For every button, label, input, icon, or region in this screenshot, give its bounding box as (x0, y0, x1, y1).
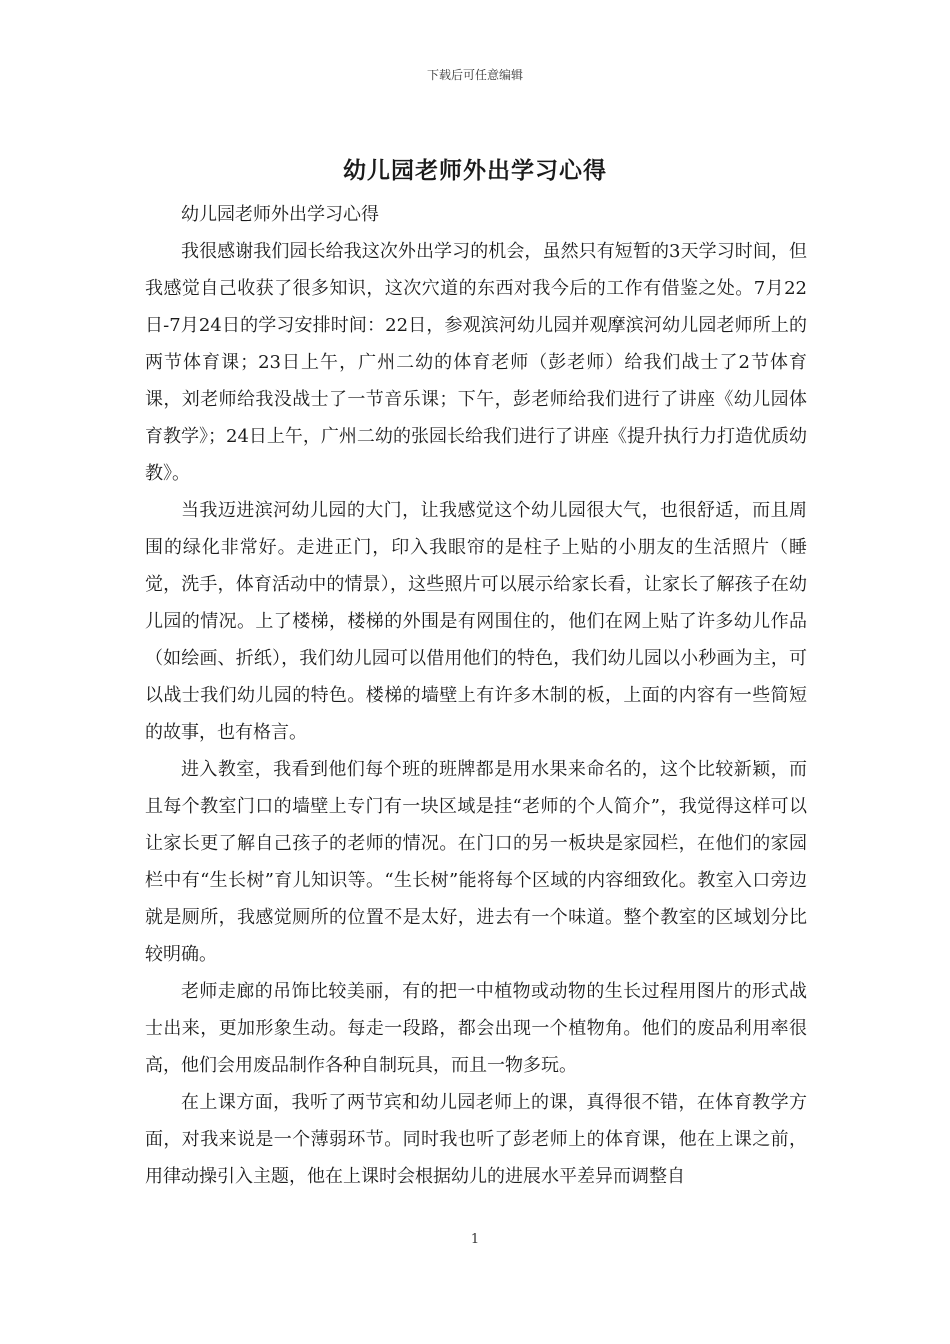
paragraph: 进入教室，我看到他们每个班的班牌都是用水果来命名的，这个比较新颖，而且每个教室门口的墙壁上专门有一块区域是挂“老师的个人简介”，我觉得这样可以让家长更了解自己孩子的老师的情况。在门口的另一板块是家园栏，在他们的家园栏中有“生长树”育儿知识等。“生长树”能将每个区域的内容细致化。教室入口旁边就是厕所，我感觉厕所的位置不是太好，进去有一个味道。整个教室的区域划分比较明确。 (145, 759, 807, 965)
document-body (145, 196, 807, 1195)
document-title: 幼儿园老师外出学习心得 (343, 157, 607, 184)
paragraph: 当我迈进滨河幼儿园的大门，让我感觉这个幼儿园很大气，也很舒适，而且周围的绿化非常好。走进正门，印入我眼帘的是柱子上贴的小朋友的生活照片（睡觉，洗手，体育活动中的情景），这些照片可以展示给家长看，让家长了解孩子在幼儿园的情况。上了楼梯，楼梯的外围是有网围住的，他们在网上贴了许多幼儿作品（如绘画、折纸），我们幼儿园可以借用他们的特色，我们幼儿园以小秒画为主，可以战士我们幼儿园的特色。楼梯的墙壁上有许多木制的板，上面的内容有一些简短的故事，也有格言。 (145, 500, 807, 743)
paragraph: 在上课方面，我听了两节宾和幼儿园老师上的课，真得很不错，在体育教学方面，对我来说是一个薄弱环节。同时我也听了彭老师上的体育课，他在上课之前，用律动操引入主题，他在上课时会根据幼儿的进展水平差异而调整自 (145, 1092, 807, 1187)
paragraph-subtitle: 幼儿园老师外出学习心得 (181, 204, 379, 225)
page-header: 下载后可任意编辑 (426, 68, 523, 82)
paragraph: 老师走廊的吊饰比较美丽，有的把一中植物或动物的生长过程用图片的形式战士出来，更加形象生动。每走一段路，都会出现一个植物角。他们的废品利用率很高，他们会用废品制作各种自制玩具，而且一物多玩。 (145, 981, 807, 1076)
paragraph: 我很感谢我们园长给我这次外出学习的机会，虽然只有短暂的3天学习时间，但我感觉自己收获了很多知识，这次穴道的东西对我今后的工作有借鉴之处。7月22日-7月24日的学习安排时间：22日，参观滨河幼儿园并观摩滨河幼儿园老师所上的两节体育课；23日上午，广州二幼的体育老师（彭老师）给我们战士了2节体育课，刘老师给我没战士了一节音乐课；下午，彭老师给我们进行了讲座《幼儿园体育教学》；24日上午，广州二幼的张园长给我们进行了讲座《提升执行力打造优质幼教》。 (145, 241, 807, 484)
page-number: 1 (470, 1232, 480, 1247)
